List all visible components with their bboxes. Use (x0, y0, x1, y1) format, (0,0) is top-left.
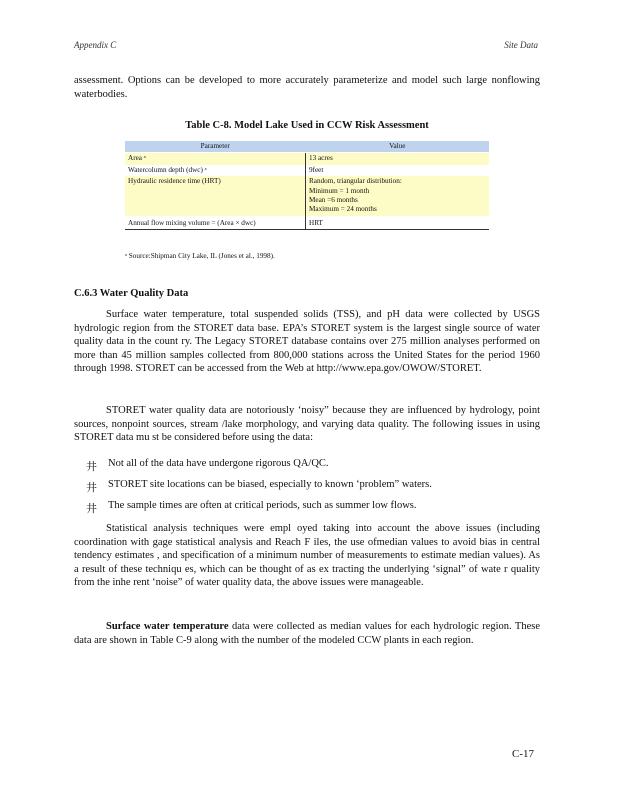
table-row (125, 153, 489, 165)
running-header-left: Appendix C (74, 40, 117, 50)
table-row (125, 216, 489, 230)
value-line: Maximum = 24 months (309, 205, 377, 214)
value-line: Mean =6 months (309, 196, 358, 205)
paragraph-storet-source: Surface water temperature, total suspended solids (TSS), and pH data were collected by USGS hydrologic region from the STORET data base. EPA’s STORET system is the largest single source of water quality data in the count ry. The Legacy STORET database contains over 275 million analyses performed on more than 45 million samples collected from 800,000 stations across the United States for the period 1960 through 1998. STORET can be accessed from the Web at http://www.epa.gov/OWOW/STORET. (74, 309, 540, 375)
param-cell: Hydraulic residence time (HRT) (125, 176, 306, 216)
paragraph-surface-temperature (74, 620, 540, 647)
table-footnote: ᵃ Source:Shipman City Lake, IL (Jones et al., 1998). (125, 252, 275, 260)
table-caption: Table C-8. Model Lake Used in CCW Risk Assessment (185, 120, 429, 131)
table-row (125, 165, 489, 176)
column-header-value: Value (306, 141, 490, 153)
page-number: C-17 (512, 748, 534, 760)
list-item-text: Not all of the data have undergone rigorous QA/QC. (108, 458, 329, 469)
value-cell (306, 176, 490, 216)
bullet-icon: 井 (86, 461, 97, 473)
value-cell: 9feet (306, 165, 490, 176)
table-row (125, 176, 489, 216)
parameter-table (125, 141, 489, 230)
paragraph-statistical-analysis: Statistical analysis techniques were empl oyed taking into account the above issues (including coordination with gage statistical analysis and Reach F iles, the use ofmedian values to avoid bias in central tendency estimates , and specification of a minimum number of measurements to estimate median values). As a result of these techniqu es, which can be thought of as ex tracting the underlying ‘signal” of wate r quality from the inhe rent ‘noise” of water quality data, the above issues were manageable. (74, 523, 540, 589)
intro-paragraph: assessment. Options can be developed to more accurately parameterize and model such large nonflowing waterbodies. (74, 75, 540, 100)
list-item (86, 479, 540, 500)
issues-list (86, 458, 540, 521)
value-line: Random, triangular distribution: (309, 177, 402, 186)
section-heading: C.6.3 Water Quality Data (74, 288, 189, 299)
value-cell: HRT (306, 216, 490, 230)
list-item (86, 458, 540, 479)
bullet-icon: 井 (86, 503, 97, 515)
bold-lead-phrase: Surface water temperature (106, 621, 229, 632)
param-cell: Watercolumn depth (dwc) ᵃ (128, 165, 207, 174)
bullet-icon: 井 (86, 482, 97, 494)
list-item-text: STORET site locations can be biased, especially to known ‘problem” waters. (108, 479, 432, 490)
column-header-parameter: Parameter (125, 141, 306, 153)
param-cell: Area ᵃ (125, 153, 306, 165)
list-item (86, 500, 540, 521)
running-header-right: Site Data (504, 40, 538, 50)
value-line: Minimum = 1 month (309, 186, 370, 195)
list-item-text: The sample times are often at critical periods, such as summer low flows. (108, 500, 417, 511)
value-cell: 13 acres (306, 153, 490, 165)
param-cell: Annual flow mixing volume = (Area × dwc) (125, 216, 306, 230)
paragraph-noisy-data: STORET water quality data are notoriously ‘noisy” because they are influenced by hydrology, point sources, nonpoint sources, stream /lake morphology, and varying data quality. The following issues in using STORET data mu st be considered before using the data: (74, 405, 540, 444)
paragraph-text: data were collected as median values for each hydrologic region. These data are shown in Table C-9 along with the number of the modeled CCW plants in each region. (74, 621, 540, 646)
